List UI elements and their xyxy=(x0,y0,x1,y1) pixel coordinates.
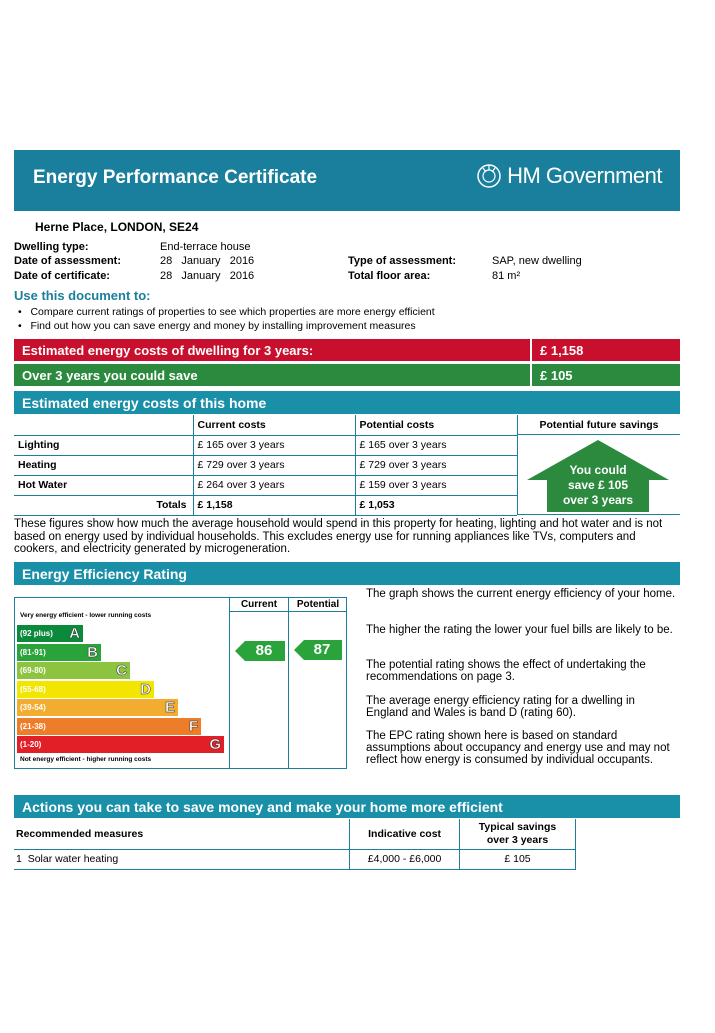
rating-divider xyxy=(229,597,230,769)
band-range: (81-91) xyxy=(20,647,46,657)
rating-divider xyxy=(288,597,289,769)
row-potential: £ 729 over 3 years xyxy=(355,455,517,475)
table-row xyxy=(14,475,517,495)
assessment-date-value: 28 January 2016 xyxy=(160,255,255,267)
rating-band-g xyxy=(17,736,224,753)
col-measures: Recommended measures xyxy=(14,819,350,849)
certificate-date-value: 28 January 2016 xyxy=(160,270,255,282)
costs-header-row xyxy=(14,415,517,435)
costs-table xyxy=(14,415,517,516)
col-current-rating: Current xyxy=(240,599,278,610)
rating-band-d xyxy=(17,681,154,698)
costs-section-title: Estimated energy costs of this home xyxy=(14,391,680,414)
potential-rating-value: 87 xyxy=(313,641,331,658)
dwelling-type-label: Dwelling type: xyxy=(14,241,89,253)
col-future-savings: Potential future savings xyxy=(517,415,680,435)
use-doc-heading: Use this document to: xyxy=(14,288,151,303)
certificate-date-label: Date of certificate: xyxy=(14,270,110,282)
row-current: £ 264 over 3 years xyxy=(193,475,355,495)
saving-cell: £ 105 xyxy=(460,849,576,869)
assessment-type-value: SAP, new dwelling xyxy=(492,255,582,267)
floor-area-value: 81 m² xyxy=(492,270,521,282)
rating-paragraph: The average energy efficiency rating for a dwelling in England and Wales is band D (rating 60). xyxy=(366,695,635,719)
estimated-costs-bar: Estimated energy costs of dwelling for 3 years: xyxy=(14,339,530,361)
gov-logo xyxy=(476,163,662,189)
totals-potential: £ 1,053 xyxy=(355,495,517,515)
totals-label: Totals xyxy=(14,495,193,515)
rating-paragraph: The potential rating shows the effect of undertaking the recommendations on page 3. xyxy=(366,659,646,683)
band-letter: E xyxy=(164,699,175,716)
actions-section-title: Actions you can take to save money and make your home more efficient xyxy=(14,795,680,818)
assessment-date-label: Date of assessment: xyxy=(14,255,121,267)
dwelling-type-value: End-terrace house xyxy=(160,241,251,253)
rating-paragraph: The higher the rating the lower your fuel bills are likely to be. xyxy=(366,624,673,636)
crest-icon xyxy=(476,163,502,189)
band-range: (92 plus) xyxy=(20,629,53,638)
rating-section-title: Energy Efficiency Rating xyxy=(14,562,680,585)
save-value: £ 105 xyxy=(532,364,680,386)
gov-label: HM Government xyxy=(507,163,662,188)
band-letter: C xyxy=(116,662,127,679)
row-name: Hot Water xyxy=(14,475,193,495)
band-range: (69-80) xyxy=(20,666,46,675)
table-row xyxy=(14,435,517,455)
band-range: (1-20) xyxy=(20,740,42,749)
col-current-costs: Current costs xyxy=(193,415,355,435)
col-typical-savings: Typical savings over 3 years xyxy=(460,819,576,849)
table-row xyxy=(14,455,517,475)
row-name: Lighting xyxy=(14,435,193,455)
rating-paragraph: The graph shows the current energy efficiency of your home. xyxy=(366,588,676,600)
rating-band-e xyxy=(17,699,178,716)
band-letter: B xyxy=(87,643,98,661)
row-name: Heating xyxy=(14,455,193,475)
rating-paragraph: The EPC rating shown here is based on standard assumptions about occupancy and energy use and may not reflect how energy is consumed by individual occupants. xyxy=(366,730,670,766)
row-potential: £ 159 over 3 years xyxy=(355,475,517,495)
totals-row xyxy=(14,495,517,515)
rating-divider xyxy=(229,611,347,612)
estimated-costs-value: £ 1,158 xyxy=(532,339,680,361)
address: Herne Place, LONDON, SE24 xyxy=(35,220,199,234)
row-potential: £ 165 over 3 years xyxy=(355,435,517,455)
rating-band-c xyxy=(17,662,130,679)
use-doc-bullet-2: • Find out how you can save energy and money by installing improvement measures xyxy=(18,320,416,332)
col-indicative-cost: Indicative cost xyxy=(350,819,460,849)
band-range: (21-38) xyxy=(20,721,46,731)
col-potential-rating: Potential xyxy=(296,599,340,610)
cost-cell: £4,000 - £6,000 xyxy=(350,849,460,869)
band-range: (39-54) xyxy=(20,703,46,712)
table-row xyxy=(14,849,576,869)
rating-band-b xyxy=(17,644,101,661)
band-letter: A xyxy=(69,625,80,642)
col-potential-costs: Potential costs xyxy=(355,415,517,435)
band-letter: F xyxy=(188,717,198,735)
row-current: £ 165 over 3 years xyxy=(193,435,355,455)
costs-note: These figures show how much the average household would spend in this property for heating, lighting and hot water and is not based on energy used by individual households. This excludes energy use for running appliances like TVs, computers and cookers, and electricity generated by microgeneration. xyxy=(14,518,663,555)
actions-header-row xyxy=(14,819,576,849)
row-current: £ 729 over 3 years xyxy=(193,455,355,475)
header-banner xyxy=(14,150,680,211)
band-range: (55-68) xyxy=(20,684,46,694)
current-rating-value: 86 xyxy=(255,642,273,659)
savings-arrow-text: You could save £ 105 over 3 years xyxy=(562,463,634,507)
page-title: Energy Performance Certificate xyxy=(33,167,318,188)
use-doc-bullet-1: • Compare current ratings of properties to see which properties are more energy efficient xyxy=(18,306,435,318)
totals-current: £ 1,158 xyxy=(193,495,355,515)
rating-band-a xyxy=(17,625,83,642)
band-letter: G xyxy=(209,736,221,753)
future-savings-cell xyxy=(517,435,680,515)
assessment-type-label: Type of assessment: xyxy=(348,255,457,267)
band-letter: D xyxy=(140,680,151,698)
floor-area-label: Total floor area: xyxy=(348,270,431,282)
rating-bottom-label: Not energy efficient - higher running costs xyxy=(20,756,152,763)
actions-table xyxy=(14,819,576,870)
save-bar: Over 3 years you could save xyxy=(14,364,530,386)
rating-band-f xyxy=(17,718,201,735)
rating-top-label: Very energy efficient - lower running costs xyxy=(20,612,152,619)
measure-cell: 1 Solar water heating xyxy=(14,849,350,869)
